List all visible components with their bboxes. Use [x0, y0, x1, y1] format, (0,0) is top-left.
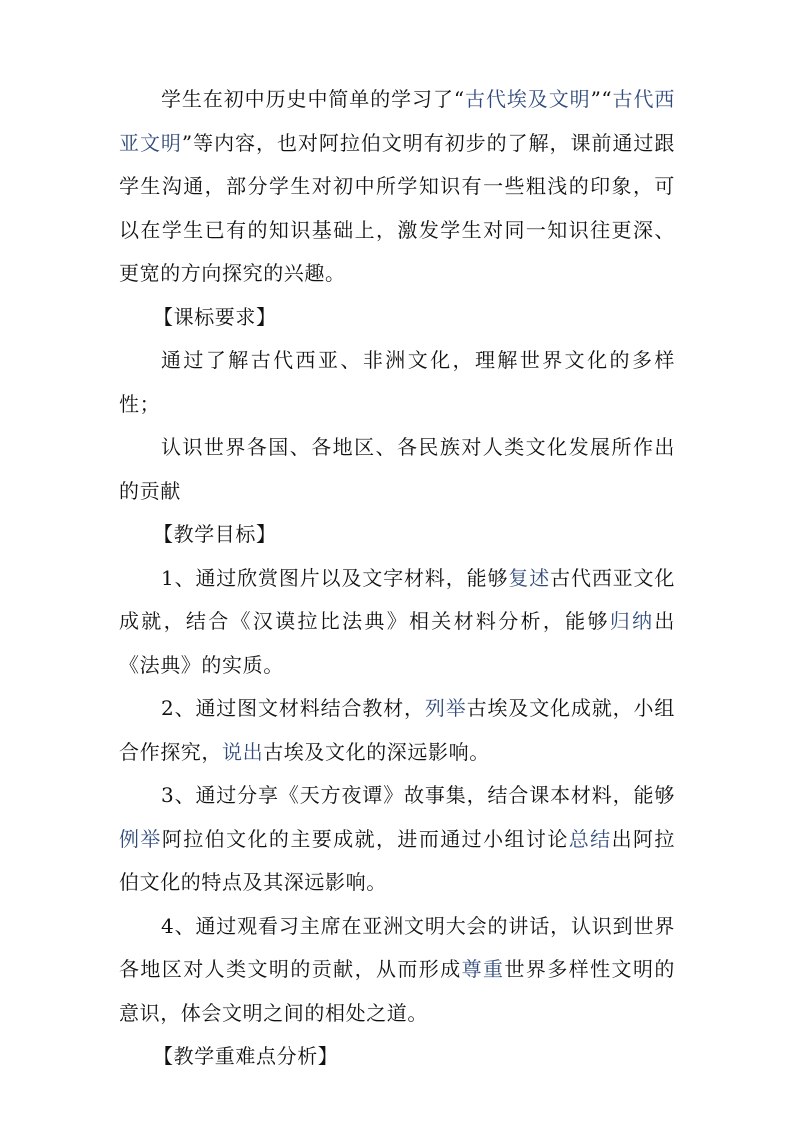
standards-line-2: 认识世界各国、各地区、各民族对人类文化发展所作出的贡献 [119, 435, 675, 503]
objective-3-text-b: 阿拉伯文化的主要成就，进而通过小组讨论 [161, 826, 569, 851]
objective-1-text-b: 古代西亚文化成就，结合《汉谟拉比法典》相关材料分析，能够 [119, 565, 675, 633]
objective-2-text-c: 古埃及文化的深远影响。 [263, 739, 490, 764]
objective-2-keyword-1: 列举 [424, 696, 467, 720]
standards-line-1: 通过了解古代西亚、非洲文化，理解世界文化的多样性； [119, 348, 675, 416]
objective-3-keyword-1: 例举 [119, 826, 162, 851]
intro-text-2: ”“ [590, 87, 613, 111]
objective-1-text-a: 1、通过欣赏图片以及文字材料，能够 [161, 565, 509, 590]
objective-2-keyword-2: 说出 [222, 739, 264, 764]
objective-3-text-c: 出阿拉伯文化的特点及其深远影响。 [119, 826, 676, 894]
objective-3-text-a: 3、通过分享《天方夜谭》故事集，结合课本材料，能够 [161, 783, 675, 807]
objective-4-keyword-1: 尊重 [461, 957, 505, 981]
objective-item-1 [119, 557, 675, 688]
intro-text-1: 学生在初中历史中简单的学习了“ [161, 87, 465, 111]
objective-4-text-b: 世界多样性文明的意识，体会文明之间的相处之道。 [119, 957, 675, 1025]
analysis-heading: 【教学重难点分析】 [153, 1044, 339, 1068]
objective-2-text-b: 古埃及文化成就，小组合作探究， [119, 696, 676, 764]
objective-item-2 [119, 687, 675, 774]
objective-item-4 [119, 905, 675, 1036]
intro-text-3: ”等内容，也对阿拉伯文明有初步的了解，课前通过跟学生沟通，部分学生对初中所学知识有一些粗浅的印象，可以在学生已有的知识基础上，激发学生对同一知识往更深、更宽的方向探究的兴趣。 [119, 130, 675, 285]
objective-1-text-c: 出《法典》的实质。 [119, 609, 676, 677]
objective-4-text-a: 4、通过观看习主席在亚洲文明大会的讲话，认识到世界各地区对人类文明的贡献，从而形成 [119, 913, 675, 981]
document-page [119, 78, 675, 1079]
objective-1-keyword-2: 归纳 [609, 609, 655, 633]
objective-1-keyword-1: 复述 [508, 565, 551, 590]
objective-3-keyword-2: 总结 [568, 826, 612, 851]
objective-item-3 [119, 774, 675, 905]
objective-2-text-a: 2、通过图文材料结合教材， [161, 696, 425, 720]
intro-paragraph [119, 78, 675, 296]
standards-heading: 【课标要求】 [153, 304, 277, 329]
intro-keyword-egypt: 古代埃及文明 [464, 87, 591, 111]
objectives-heading: 【教学目标】 [153, 522, 277, 546]
intro-keyword-westasia: 古代西亚文明 [119, 87, 675, 155]
